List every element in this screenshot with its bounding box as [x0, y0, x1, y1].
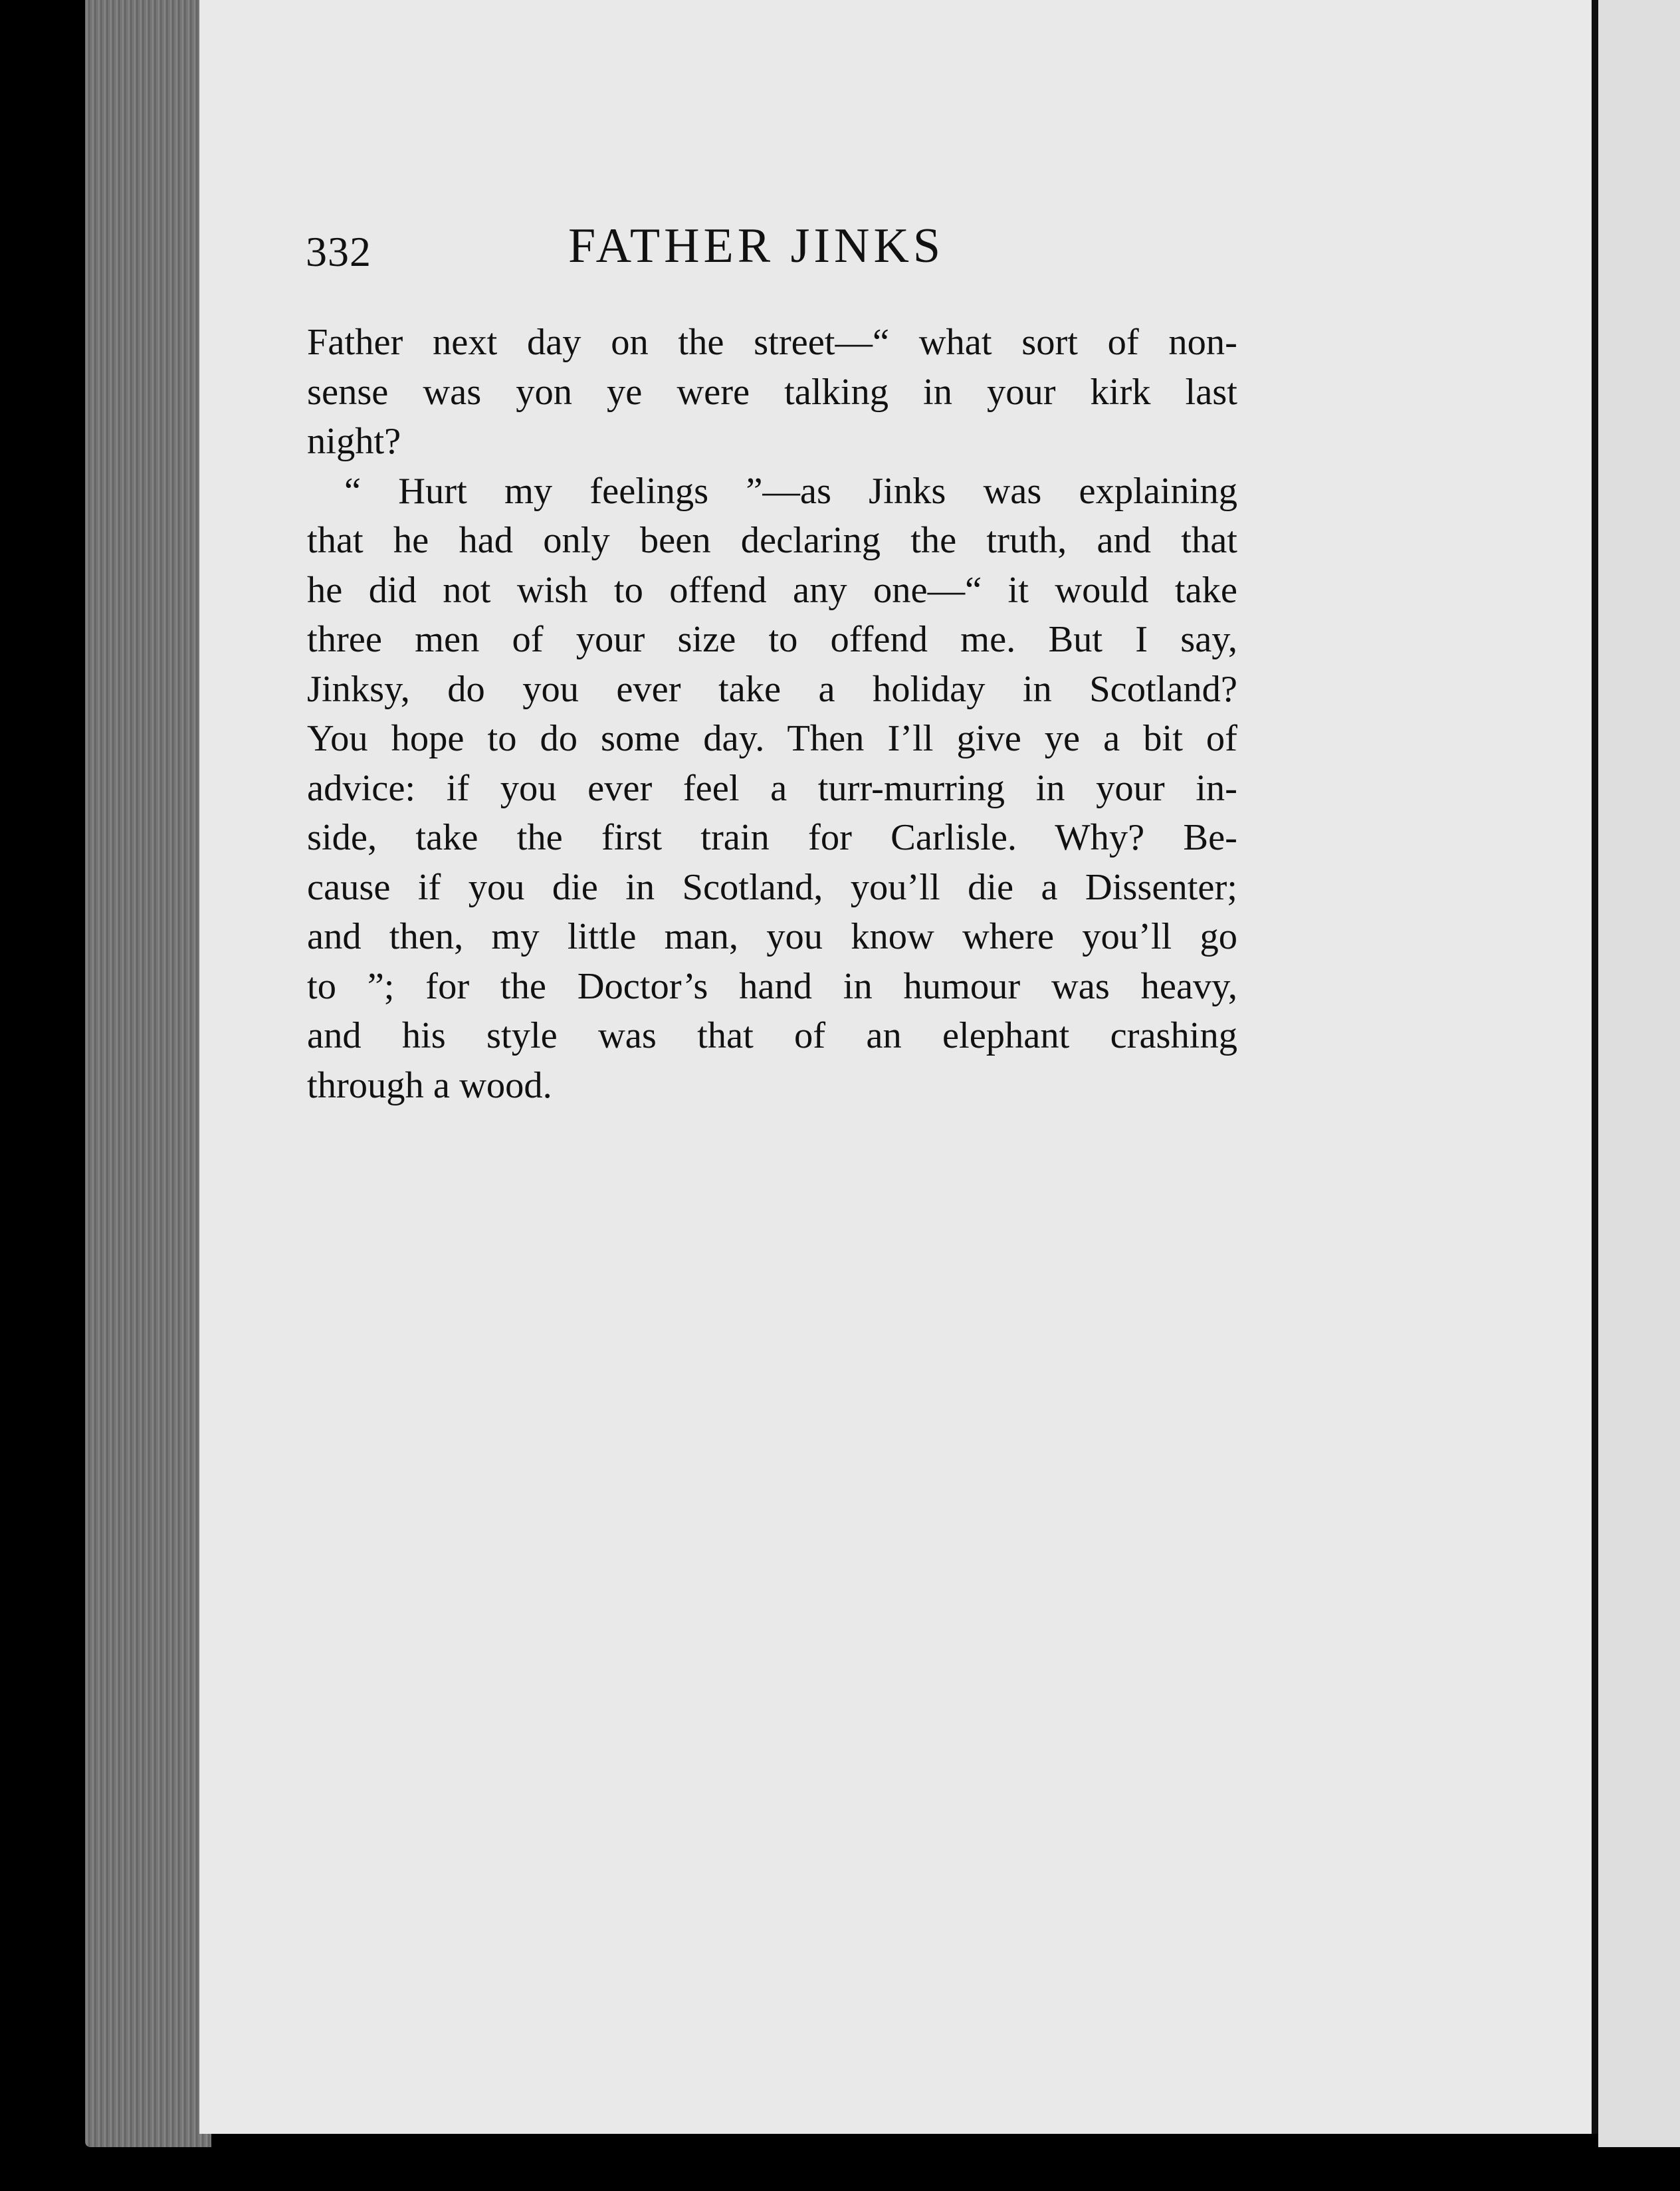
text-line: cause if you die in Scotland, you’ll die a Dissenter; [307, 866, 1237, 908]
text-line: advice: if you ever feel a turr-murring in your in- [307, 767, 1237, 809]
text-line: “ Hurt my feelings ”—as Jinks was explaining [344, 470, 1237, 512]
page-number: 332 [306, 228, 371, 275]
body-text [307, 318, 1237, 1110]
text-line: three men of your size to offend me. But I say, [307, 619, 1237, 660]
text-line: side, take the first train for Carlisle. Why? Be- [307, 817, 1237, 858]
text-line: and then, my little man, you know where you’ll go [307, 916, 1237, 957]
text-line: Father next day on the street—“ what sort of non- [307, 322, 1237, 363]
text-line: sense was yon ye were talking in your kirk last [307, 371, 1237, 413]
facing-page-edge [1598, 0, 1680, 2147]
text-line: he did not wish to offend any one—“ it would take [307, 569, 1237, 611]
text-line: that he had only been declaring the truth, and that [307, 520, 1237, 561]
text-line: night? [307, 421, 401, 462]
text-line: You hope to do some day. Then I’ll give ye a bit of [307, 718, 1237, 759]
page-stack-edge [85, 0, 211, 2147]
running-title: FATHER JINKS [568, 219, 945, 273]
text-line: to ”; for the Doctor’s hand in humour was heavy, [307, 965, 1237, 1007]
page-header [306, 218, 1170, 291]
text-line: Jinksy, do you ever take a holiday in Scotland? [307, 668, 1237, 710]
text-line: through a wood. [307, 1064, 552, 1106]
text-line: and his style was that of an elephant crashing [307, 1015, 1237, 1056]
